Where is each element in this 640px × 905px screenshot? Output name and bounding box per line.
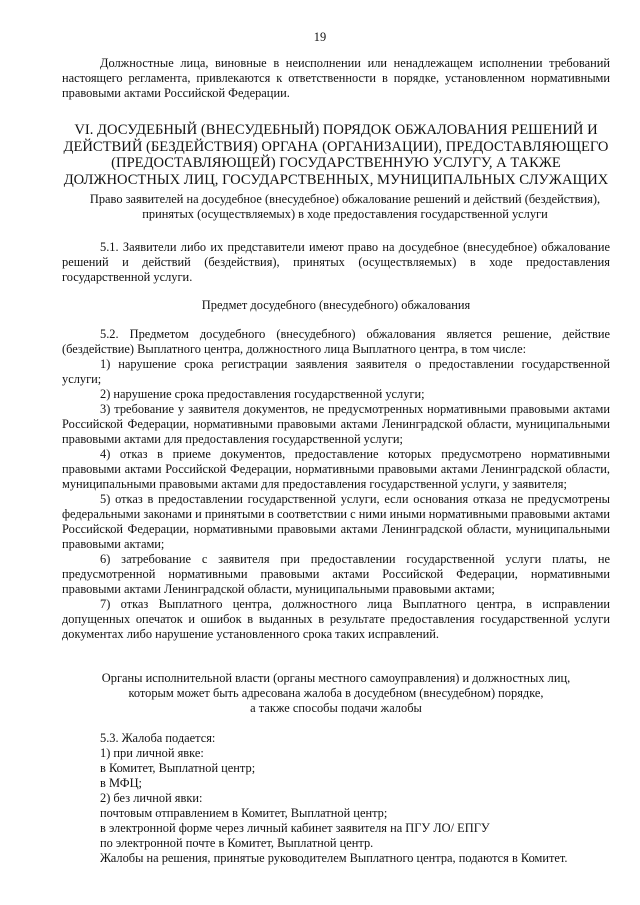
subheading-organs-line: которым может быть адресована жалоба в досудебном (внесудебном) порядке,	[128, 686, 544, 700]
list-item: по электронной почте в Комитет, Выплатной центр.	[100, 836, 374, 850]
list-item: 2) нарушение срока предоставления государственной услуги;	[100, 387, 425, 401]
paragraph-5-2	[62, 327, 610, 642]
list-item: 5.3. Жалоба подается:	[100, 731, 216, 745]
list-item: Жалобы на решения, принятые руководителем Выплатного центра, подаются в Комитет.	[100, 851, 568, 865]
list-item: в электронной форме через личный кабинет заявителя на ПГУ ЛО/ ЕПГУ	[100, 821, 490, 835]
subheading-appeal-right-text: Право заявителей на досудебное (внесудебное) обжалование решений и действий (бездействия), принятых (осуществляемых) в ходе предоставления государственной услуги	[89, 192, 601, 221]
subheading-subject	[62, 298, 610, 313]
section-heading-text: VI. ДОСУДЕБНЫЙ (ВНЕСУДЕБНЫЙ) ПОРЯДОК ОБЖАЛОВАНИЯ РЕШЕНИЙ И ДЕЙСТВИЙ (БЕЗДЕЙСТВИЯ) ОРГАНА (ОРГАНИЗАЦИИ), ПРЕДОСТАВЛЯЮЩЕГО (ПРЕДОСТАВЛЯЮЩЕЙ) ГОСУДАРСТВЕННУЮ УСЛУГУ, А ТАКЖЕ ДОЛЖНОСТНЫХ ЛИЦ, ГОСУДАРСТВЕННЫХ, МУНИЦИПАЛЬНЫХ СЛУЖАЩИХ	[63, 122, 609, 188]
list-item: 4) отказ в приеме документов, предоставление которых предусмотрено нормативными правовыми актами Российской Федерации, нормативными правовыми актами Ленинградской области, муниципальными правовыми актами для предоставления государственной услуги, у заявителя;	[62, 447, 610, 491]
subheading-subject-text: Предмет досудебного (внесудебного) обжалования	[201, 298, 471, 312]
intro-paragraph	[62, 56, 610, 101]
list-item: в МФЦ;	[100, 776, 142, 790]
paragraph-5-2-text: 5.2. Предметом досудебного (внесудебного) обжалования является решение, действие (бездействие) Выплатного центра, должностного лица Выплатного центра, в том числе:	[62, 327, 610, 356]
list-item: 7) отказ Выплатного центра, должностного лица Выплатного центра, в исправлении допущенных опечаток и ошибок в выданных в результате предоставления государственной услуги документах либо нарушение установленного срока таких исправлений.	[62, 597, 610, 641]
paragraph-5-1-text: 5.1. Заявители либо их представители имеют право на досудебное (внесудебное) обжалование решений и действий (бездействия), принятых (осуществляемых) в ходе предоставления государственной услуги.	[62, 240, 610, 284]
intro-text: Должностные лица, виновные в неисполнении или ненадлежащем исполнении требований настоящего регламента, привлекаются к ответственности в порядке, установленном нормативными правовыми актами Российской Федерации.	[62, 56, 610, 100]
subheading-organs	[62, 671, 610, 716]
paragraph-5-1	[62, 240, 610, 285]
list-item: 1) нарушение срока регистрации заявления заявителя о предоставлении государственной услуги;	[62, 357, 610, 386]
subheading-appeal-right	[80, 192, 610, 222]
list-item: в Комитет, Выплатной центр;	[100, 761, 256, 775]
subheading-organs-line: а также способы подачи жалобы	[250, 701, 422, 715]
section-heading	[60, 122, 612, 188]
list-item: 6) затребование с заявителя при предоставлении государственной услуги платы, не предусмотренной нормативными правовыми актами Российской Федерации, нормативными правовыми актами Ленинградской области, муниципальными правовыми актами;	[62, 552, 610, 596]
paragraph-5-3	[62, 731, 610, 866]
subheading-organs-line: Органы исполнительной власти (органы местного самоуправления) и должностных лиц,	[101, 671, 571, 685]
list-item: почтовым отправлением в Комитет, Выплатной центр;	[100, 806, 388, 820]
list-item: 3) требование у заявителя документов, не предусмотренных нормативными правовыми актами Российской Федерации, нормативными правовыми актами Ленинградской области, муниципальными правовыми актами для предоставления государственной услуги;	[62, 402, 610, 446]
page-number: 19	[313, 30, 327, 44]
list-item: 1) при личной явке:	[100, 746, 204, 760]
list-item: 5) отказ в предоставлении государственной услуги, если основания отказа не предусмотрены федеральными законами и принятыми в соответствии с ними иными нормативными правовыми актами Российской Федерации, нормативными правовыми актами Ленинградской области, муниципальными правовыми актами;	[62, 492, 610, 551]
list-item: 2) без личной явки:	[100, 791, 203, 805]
